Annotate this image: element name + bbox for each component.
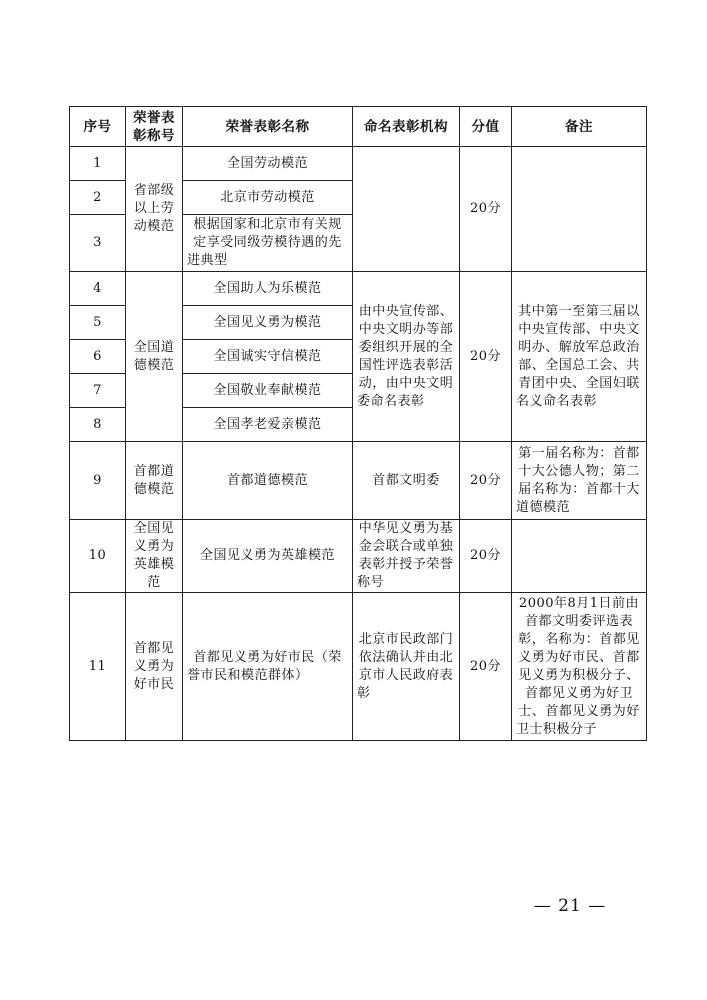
row-seq: 6 — [70, 340, 126, 374]
group-org: 北京市民政部门依法确认并由北京市人民政府表彰 — [353, 593, 460, 741]
group-category: 首都见义勇为好市民 — [126, 593, 183, 741]
group-org: 首都文明委 — [353, 442, 460, 520]
group-category: 全国见义勇为英雄模范 — [126, 520, 183, 593]
header-org: 命名表彰机构 — [353, 107, 460, 147]
group-score: 20分 — [460, 442, 512, 520]
row-seq: 11 — [70, 593, 126, 741]
row-honor-name: 全国见义勇为英雄模范 — [183, 520, 353, 593]
row-seq: 8 — [70, 408, 126, 442]
group-score: 20分 — [460, 147, 512, 272]
row-honor-name: 首都道德模范 — [183, 442, 353, 520]
row-honor-name: 全国助人为乐模范 — [183, 272, 353, 306]
table-row — [70, 147, 647, 181]
group-remark-empty — [512, 520, 647, 593]
table-row — [70, 272, 647, 306]
group-score: 20分 — [460, 272, 512, 442]
group-remark-empty — [512, 147, 647, 272]
row-seq: 2 — [70, 181, 126, 215]
group-score: 20分 — [460, 593, 512, 741]
group-remark: 2000年8月1日前由首都文明委评选表彰，名称为：首都见义勇为好市民、首都见义勇为积极分子、首都见义勇为好卫士、首都见义勇为好卫士积极分子 — [512, 593, 647, 741]
row-honor-name: 根据国家和北京市有关规定享受同级劳模待遇的先进典型 — [183, 215, 353, 272]
group-category: 省部级以上劳动模范 — [126, 147, 183, 272]
header-seq: 序号 — [70, 107, 126, 147]
group-org: 由中央宣传部、中央文明办等部委组织开展的全国性评选表彰活动，由中央文明委命名表彰 — [353, 272, 460, 442]
row-seq: 3 — [70, 215, 126, 272]
header-name: 荣誉表彰名称 — [183, 107, 353, 147]
row-honor-name: 全国见义勇为模范 — [183, 306, 353, 340]
group-category: 全国道德模范 — [126, 272, 183, 442]
row-honor-name: 全国劳动模范 — [183, 147, 353, 181]
header-category: 荣誉表彰称号 — [126, 107, 183, 147]
group-score: 20分 — [460, 520, 512, 593]
row-seq: 10 — [70, 520, 126, 593]
honors-table — [69, 106, 647, 741]
row-seq: 4 — [70, 272, 126, 306]
table-row — [70, 520, 647, 593]
group-remark: 第一届名称为：首都十大公德人物；第二届名称为：首都十大道德模范 — [512, 442, 647, 520]
table-header-row — [70, 107, 647, 147]
row-seq: 9 — [70, 442, 126, 520]
group-org: 中华见义勇为基金会联合或单独表彰并授予荣誉称号 — [353, 520, 460, 593]
group-org-empty — [353, 147, 460, 272]
table-row — [70, 593, 647, 741]
row-honor-name: 全国诚实守信模范 — [183, 340, 353, 374]
row-seq: 7 — [70, 374, 126, 408]
row-honor-name: 全国敬业奉献模范 — [183, 374, 353, 408]
table-row — [70, 442, 647, 520]
row-seq: 1 — [70, 147, 126, 181]
header-score: 分值 — [460, 107, 512, 147]
row-honor-name: 首都见义勇为好市民（荣誉市民和模范群体） — [183, 593, 353, 741]
row-honor-name: 北京市劳动模范 — [183, 181, 353, 215]
header-remark: 备注 — [512, 107, 647, 147]
page-number: — 21 — — [533, 896, 607, 916]
group-category: 首都道德模范 — [126, 442, 183, 520]
group-remark: 其中第一至第三届以中央宣传部、中央文明办、解放军总政治部、全国总工会、共青团中央、全国妇联名义命名表彰 — [512, 272, 647, 442]
row-seq: 5 — [70, 306, 126, 340]
row-honor-name: 全国孝老爱亲模范 — [183, 408, 353, 442]
